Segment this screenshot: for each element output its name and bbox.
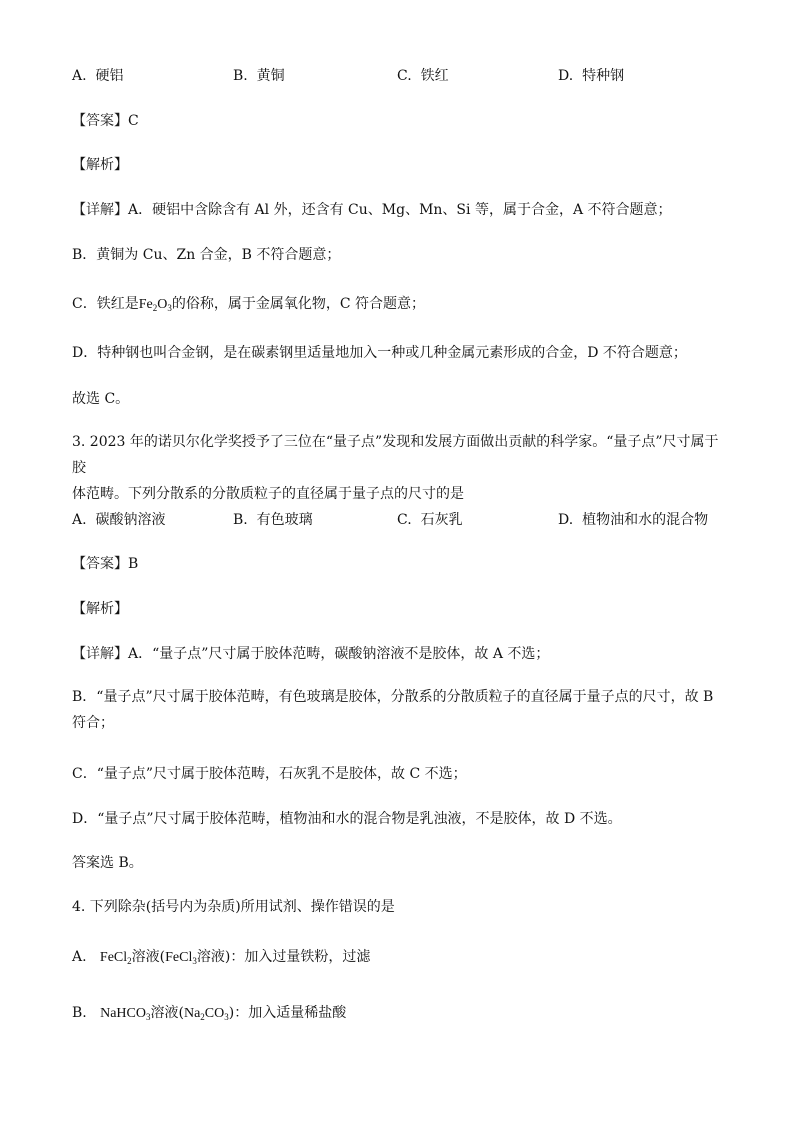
- q3-detail-a: 【详解】A．“量子点”尺寸属于胶体范畴，碳酸钠溶液不是胶体，故 A 不选；: [72, 646, 550, 662]
- q2-analysis-label: 【解析】: [72, 157, 128, 173]
- detail-label: 【详解】: [72, 646, 128, 662]
- q2-detail-b: B．黄铜为 Cu、Zn 合金，B 不符合题意；: [72, 247, 341, 263]
- q3-stem-line1: 3. 2023 年的诺贝尔化学奖授予了三位在“量子点”发现和发展方面做出贡献的科学家。“量子点”尺寸属于胶: [72, 434, 719, 476]
- detail-label: 【详解】: [72, 202, 128, 218]
- q2-option-c: C. 铁红: [397, 68, 449, 84]
- q2-detail-d: D．特种钢也叫合金钢，是在碳素钢里适量地加入一种或几种金属元素形成的合金，D 不符合题意；: [72, 345, 687, 361]
- q3-stem: [72, 429, 722, 507]
- answer-label: 【答案】: [72, 113, 128, 129]
- q2-answer: [72, 111, 139, 131]
- na2co3-formula: $Na_2CO_3$: [183, 1006, 229, 1022]
- q3-option-c: C. 石灰乳: [397, 512, 463, 528]
- fecl2-formula: FeCl$_2$: [99, 950, 132, 966]
- q2-conclusion: 故选 C。: [72, 391, 130, 407]
- q3-option-d: D. 植物油和水的混合物: [558, 512, 709, 528]
- q4-option-b: B. NaHCO$_3$溶液$(Na_2CO_3)$：加入适量稀盐酸: [72, 1005, 347, 1022]
- q4-stem: 4. 下列除杂(括号内为杂质)所用试剂、操作错误的是: [72, 899, 395, 915]
- answer-label: 【答案】: [72, 556, 128, 572]
- q2-detail-c: C．铁红是$Fe_2O_3$的俗称，属于金属氧化物，C 符合题意；: [72, 296, 426, 313]
- answer-value: B: [128, 556, 139, 572]
- q3-option-b: B. 有色玻璃: [233, 512, 313, 528]
- q2-option-b: B. 黄铜: [233, 68, 285, 84]
- nahco3-formula: NaHCO$_3$: [100, 1006, 151, 1022]
- q3-detail-b: B．“量子点”尺寸属于胶体范畴，有色玻璃是胶体，分散系的分散质粒子的直径属于量子点的尺寸，故 B 符合；: [72, 689, 714, 731]
- q2-option-a: A. 硬铝: [72, 68, 124, 84]
- q3-options: [0, 510, 794, 530]
- q3-answer: [72, 554, 138, 574]
- fecl3-formula: FeCl$_3$: [165, 950, 197, 966]
- q3-detail-c: C．“量子点”尺寸属于胶体范畴，石灰乳不是胶体，故 C 不选；: [72, 766, 467, 782]
- answer-value: C: [128, 113, 139, 129]
- q3-detail-d: D．“量子点”尺寸属于胶体范畴，植物油和水的混合物是乳浊液，不是胶体，故 D 不选。: [72, 811, 622, 827]
- q2-option-d: D. 特种钢: [558, 68, 625, 84]
- q2-options: [0, 66, 794, 86]
- q3-stem-line2: 体范畴。下列分散系的分散质粒子的直径属于量子点的尺寸的是: [72, 486, 464, 502]
- q4-option-a: A. FeCl$_2$溶液(FeCl$_3$溶液)：加入过量铁粉，过滤: [72, 949, 371, 966]
- q3-option-a: A. 碳酸钠溶液: [72, 512, 166, 528]
- q2-detail-a: 【详解】A．硬铝中含除含有 Al 外，还含有 Cu、Mg、Mn、Si 等，属于合金，A 不符合题意；: [72, 202, 672, 218]
- q3-analysis-label: 【解析】: [72, 601, 128, 617]
- q3-conclusion: 答案选 B。: [72, 855, 143, 871]
- fe2o3-formula: $Fe_2O_3$: [138, 297, 172, 313]
